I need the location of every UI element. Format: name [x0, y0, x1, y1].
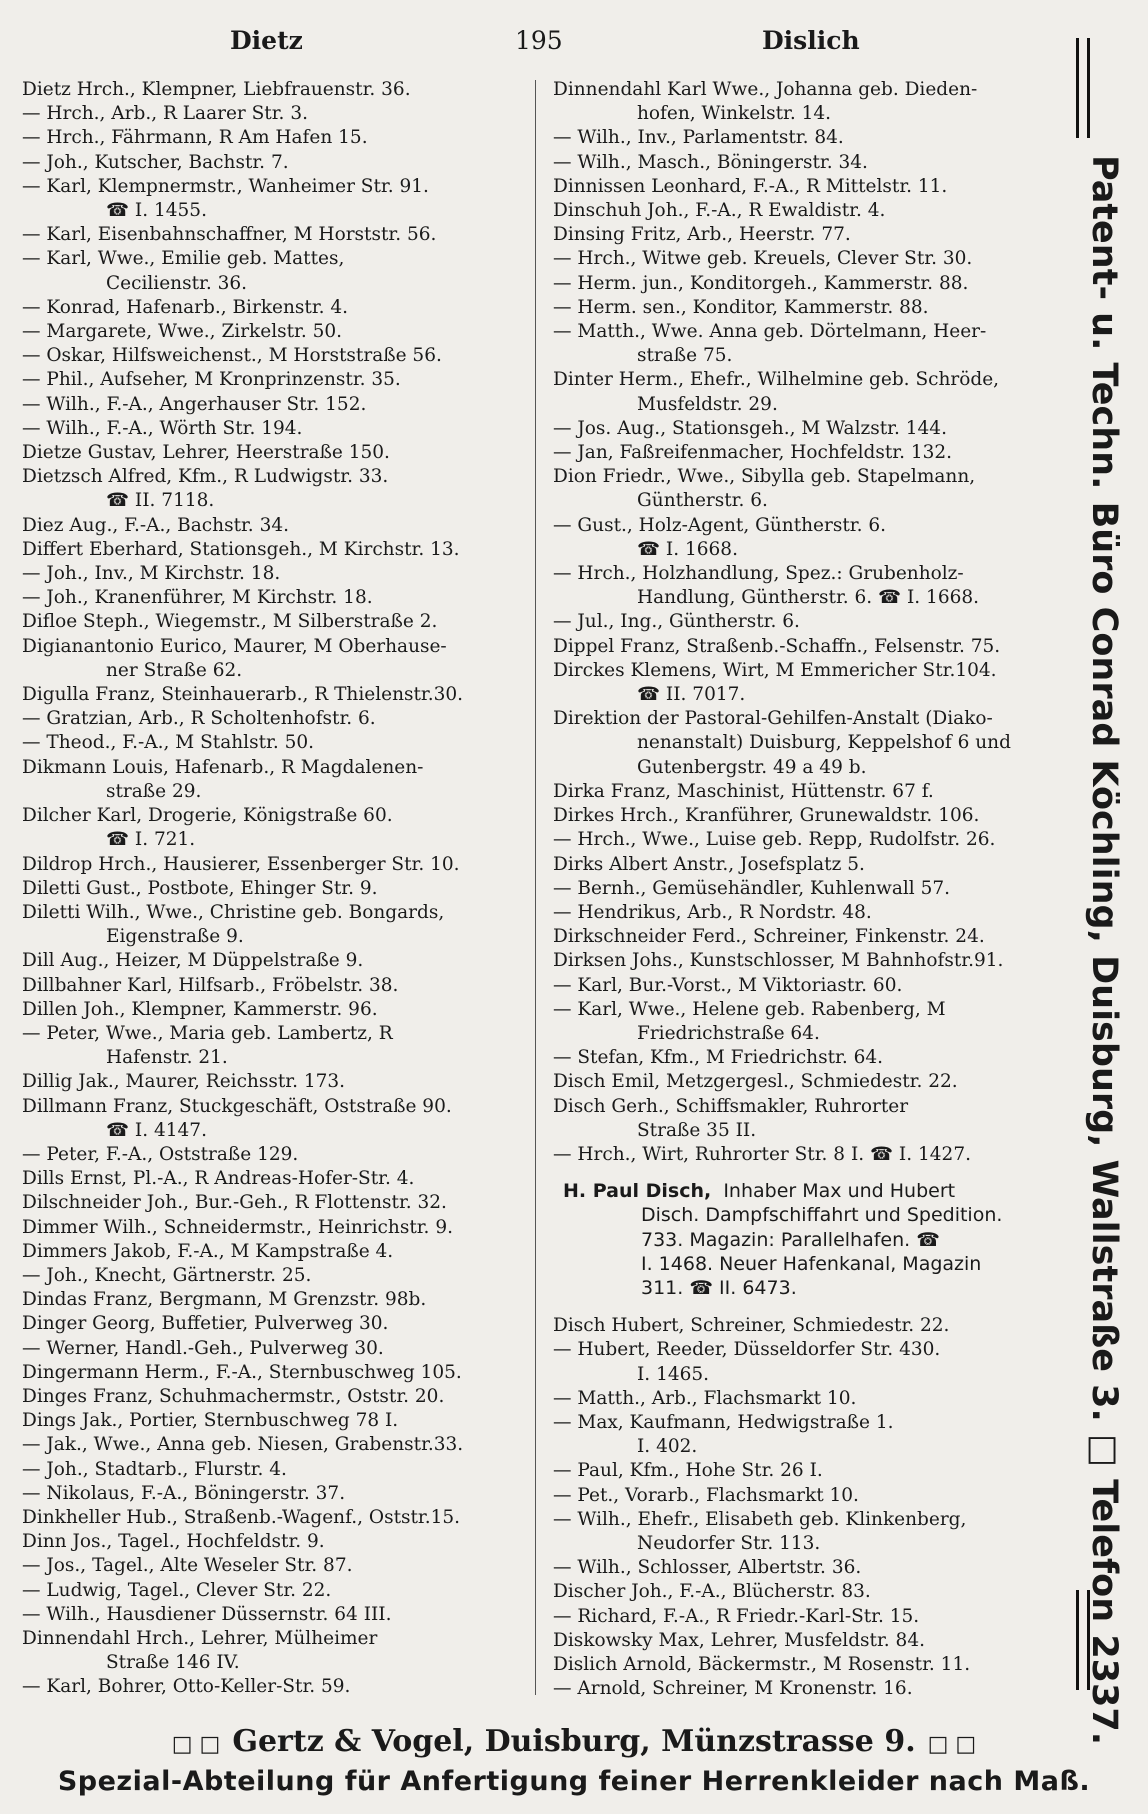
sidebar-rule-bottom: [1076, 1590, 1090, 1690]
directory-entry: Dietzsch Alfred, Kfm., R Ludwigstr. 33.: [22, 466, 389, 488]
directory-entry: Direktion der Pastoral-Gehilfen-Anstalt (Diako-: [553, 708, 993, 730]
header-right-keyword: Dislich: [762, 26, 860, 55]
directory-entry: Dinkheller Hub., Straßenb.-Wagenf., Oststr.15.: [22, 1506, 461, 1528]
directory-entry: — Richard, F.-A., R Friedr.-Karl-Str. 15.: [553, 1605, 920, 1627]
directory-entry: Dimmers Jakob, F.-A., M Kampstraße 4.: [22, 1240, 394, 1262]
directory-entry: Dirkes Hrch., Kranführer, Grunewaldstr. 106.: [553, 805, 980, 827]
directory-entry: — Karl, Bohrer, Otto-Keller-Str. 59.: [22, 1676, 351, 1698]
directory-entry: — Hrch., Fährmann, R Am Hafen 15.: [22, 127, 368, 149]
directory-entry: Dinges Franz, Schuhmachermstr., Oststr. 20.: [22, 1385, 445, 1407]
directory-entry: — Max, Kaufmann, Hedwigstraße 1.: [553, 1411, 894, 1433]
directory-entry: — Theod., F.-A., M Stahlstr. 50.: [22, 732, 315, 754]
directory-entry: Dirks Albert Anstr., Josefsplatz 5.: [553, 853, 865, 875]
directory-entry: — Wilh., Ehefr., Elisabeth geb. Klinkenberg,: [553, 1508, 967, 1530]
directory-entry: — Wilh., F.-A., Wörth Str. 194.: [22, 417, 303, 439]
ad-line: Disch. Dampfschiffahrt und Spedition.: [641, 1204, 1003, 1227]
footer-line-1: [0, 1722, 1148, 1762]
directory-entry: Dinsing Fritz, Arb., Heerstr. 77.: [553, 224, 851, 246]
directory-entry: Dinn Jos., Tagel., Hochfeldstr. 9.: [22, 1531, 325, 1553]
directory-entry: Dirkschneider Ferd., Schreiner, Finkenstr. 24.: [553, 926, 985, 948]
directory-entry: Dirka Franz, Maschinist, Hüttenstr. 67 f.: [553, 780, 934, 802]
directory-entry: — Hubert, Reeder, Düsseldorfer Str. 430.: [553, 1339, 941, 1361]
directory-entry: Dinnendahl Karl Wwe., Johanna geb. Dieden-: [553, 79, 978, 100]
directory-entry: — Stefan, Kfm., M Friedrichstr. 64.: [553, 1047, 884, 1069]
directory-entry: — Gust., Holz-Agent, Güntherstr. 6.: [553, 514, 886, 536]
footer-line-2: Spezial-Abteilung für Anfertigung feiner Herrenkleider nach Maß.: [57, 1766, 1091, 1797]
directory-entry: Diletti Gust., Postbote, Ehinger Str. 9.: [22, 877, 378, 899]
right-column-entries-top: [553, 78, 1058, 1167]
page-number: 195: [515, 26, 563, 55]
square-ornament: □ □: [171, 1732, 221, 1757]
directory-entry: Discher Joh., F.-A., Blücherstr. 83.: [553, 1581, 871, 1603]
square-ornament: □ □: [927, 1732, 977, 1757]
directory-entry: — Konrad, Hafenarb., Birkenstr. 4.: [22, 296, 349, 318]
directory-entry: Dingermann Herm., F.-A., Sternbuschweg 105.: [22, 1361, 462, 1383]
directory-entry: Dimmer Wilh., Schneidermstr., Heinrichstr. 9.: [22, 1216, 453, 1238]
directory-entry: ☎ II. 7017.: [637, 684, 746, 706]
directory-entry: nenanstalt) Duisburg, Keppelshof 6 und: [637, 732, 1011, 754]
directory-entry: Dion Friedr., Wwe., Sibylla geb. Stapelmann,: [553, 466, 976, 488]
directory-entry: Dinger Georg, Buffetier, Pulverweg 30.: [22, 1313, 389, 1335]
directory-entry: — Karl, Bur.-Vorst., M Viktoriastr. 60.: [553, 974, 903, 996]
directory-entry: — Arnold, Schreiner, M Kronenstr. 16.: [553, 1678, 913, 1700]
directory-entry: — Karl, Eisenbahnschaffner, M Horststr. 56.: [22, 224, 437, 246]
directory-entry: — Hrch., Holzhandlung, Spez.: Grubenholz-: [553, 563, 964, 585]
directory-entry: Disch Gerh., Schiffsmakler, Ruhrorter: [553, 1095, 909, 1117]
directory-entry: Difloe Steph., Wiegemstr., M Silberstraße 2.: [22, 611, 438, 633]
directory-entry: Dinnissen Leonhard, F.-A., R Mittelstr. 11.: [553, 175, 948, 197]
directory-entry: Digianantonio Eurico, Maurer, M Oberhause-: [22, 635, 447, 657]
column-divider: [535, 80, 536, 1695]
directory-entry: Dill Aug., Heizer, M Düppelstraße 9.: [22, 950, 364, 972]
ad-line: 311. ☎ II. 6473.: [641, 1276, 797, 1299]
directory-entry: — Hrch., Witwe geb. Kreuels, Clever Str. 30.: [553, 248, 973, 270]
directory-entry: Dirckes Klemens, Wirt, M Emmericher Str.104.: [553, 659, 997, 681]
directory-entry: Dings Jak., Portier, Sternbuschweg 78 I.: [22, 1410, 399, 1432]
directory-entry: — Hrch., Wwe., Luise geb. Repp, Rudolfstr. 26.: [553, 829, 996, 851]
directory-entry: — Matth., Arb., Flachsmarkt 10.: [553, 1387, 857, 1409]
directory-entry: — Jos. Aug., Stationsgeh., M Walzstr. 144.: [553, 417, 947, 439]
ad-company-name: H. Paul Disch,: [563, 1180, 712, 1203]
directory-entry: — Peter, Wwe., Maria geb. Lambertz, R: [22, 1022, 393, 1044]
directory-entry: Handlung, Güntherstr. 6. ☎ I. 1668.: [637, 587, 980, 609]
directory-entry: — Nikolaus, F.-A., Böningerstr. 37.: [22, 1482, 346, 1504]
directory-entry: Dillen Joh., Klempner, Kammerstr. 96.: [22, 998, 378, 1020]
directory-entry: I. 402.: [637, 1436, 698, 1458]
directory-entry: Dillmann Franz, Stuckgeschäft, Oststraße 90.: [22, 1095, 452, 1117]
directory-entry: Differt Eberhard, Stationsgeh., M Kirchstr. 13.: [22, 538, 460, 560]
directory-entry: Dirksen Johs., Kunstschlosser, M Bahnhofstr.91.: [553, 950, 1004, 972]
directory-entry: ☎ I. 721.: [106, 829, 196, 851]
directory-entry: Dietz Hrch., Klempner, Liebfrauenstr. 36.: [22, 79, 411, 100]
directory-entry: Dinter Herm., Ehefr., Wilhelmine geb. Schröde,: [553, 369, 1000, 391]
directory-entry: — Herm. jun., Konditorgeh., Kammerstr. 88.: [553, 272, 969, 294]
directory-entry: Güntherstr. 6.: [637, 490, 768, 512]
right-column-entries-bottom: [553, 1314, 1058, 1701]
directory-entry: — Paul, Kfm., Hohe Str. 26 I.: [553, 1460, 823, 1482]
directory-entry: — Hrch., Wirt, Ruhrorter Str. 8 I. ☎ I. 1427.: [553, 1143, 971, 1165]
sidebar-ad-text: Patent- u. Techn. Büro Conrad Köchling, Duisburg, Wallstraße 3. □ Telefon 2337.: [1084, 155, 1124, 1746]
directory-entry: — Wilh., F.-A., Angerhauser Str. 152.: [22, 393, 367, 415]
directory-entry: Dinnendahl Hrch., Lehrer, Mülheimer: [22, 1628, 378, 1649]
directory-entry: Dillig Jak., Maurer, Reichsstr. 173.: [22, 1071, 346, 1093]
directory-entry: — Joh., Kutscher, Bachstr. 7.: [22, 151, 289, 173]
header-left-keyword: Dietz: [230, 26, 303, 55]
directory-entry: — Karl, Wwe., Emilie geb. Mattes,: [22, 248, 345, 270]
directory-entry: Dillbahner Karl, Hilfsarb., Fröbelstr. 38.: [22, 974, 399, 996]
directory-entry: straße 29.: [106, 780, 202, 802]
directory-entry: Dilcher Karl, Drogerie, Königstraße 60.: [22, 805, 393, 827]
directory-entry: Dilschneider Joh., Bur.-Geh., R Flottenstr. 32.: [22, 1192, 447, 1214]
directory-entry: — Wilh., Inv., Parlamentstr. 84.: [553, 127, 844, 149]
directory-entry: — Jan, Faßreifenmacher, Hochfeldstr. 132.: [553, 442, 953, 464]
directory-entry: straße 75.: [637, 345, 733, 367]
directory-entry: — Jak., Wwe., Anna geb. Niesen, Grabenstr.33.: [22, 1434, 464, 1456]
directory-entry: Dildrop Hrch., Hausierer, Essenberger Str. 10.: [22, 853, 460, 875]
directory-entry: Dislich Arnold, Bäckermstr., M Rosenstr. 11.: [553, 1654, 971, 1675]
directory-entry: ☎ I. 1455.: [106, 200, 207, 222]
directory-entry: — Bernh., Gemüsehändler, Kuhlenwall 57.: [553, 877, 951, 899]
directory-entry: Friedrichstraße 64.: [637, 1022, 820, 1044]
directory-entry: — Karl, Klempnermstr., Wanheimer Str. 91.: [22, 175, 429, 197]
directory-entry: — Jul., Ing., Güntherstr. 6.: [553, 611, 800, 633]
directory-entry: — Joh., Kranenführer, M Kirchstr. 18.: [22, 587, 373, 609]
directory-entry: ☎ II. 7118.: [106, 490, 215, 512]
directory-entry: — Hendrikus, Arb., R Nordstr. 48.: [553, 901, 872, 923]
right-column: [553, 78, 1058, 1701]
directory-entry: — Phil., Aufseher, M Kronprinzenstr. 35.: [22, 369, 401, 391]
left-column: [22, 78, 527, 1700]
directory-entry: Digulla Franz, Steinhauerarb., R Thielenstr.30.: [22, 684, 464, 706]
directory-entry: — Werner, Handl.-Geh., Pulverweg 30.: [22, 1337, 384, 1359]
directory-entry: Gutenbergstr. 49 a 49 b.: [637, 756, 867, 778]
directory-entry: Dippel Franz, Straßenb.-Schaffn., Felsenstr. 75.: [553, 635, 1001, 657]
directory-entry: ☎ I. 1668.: [637, 538, 738, 560]
directory-entry: Neudorfer Str. 113.: [637, 1532, 821, 1554]
directory-entry: — Matth., Wwe. Anna geb. Dörtelmann, Heer-: [553, 321, 987, 343]
directory-entry: Hafenstr. 21.: [106, 1047, 228, 1069]
ad-line: Inhaber Max und Hubert: [723, 1180, 956, 1203]
directory-entry: Dills Ernst, Pl.-A., R Andreas-Hofer-Str. 4.: [22, 1168, 415, 1190]
directory-entry: — Herm. sen., Konditor, Kammerstr. 88.: [553, 296, 929, 318]
directory-entry: ☎ I. 4147.: [106, 1119, 207, 1141]
directory-entry: Diletti Wilh., Wwe., Christine geb. Bongards,: [22, 901, 445, 923]
directory-entry: ner Straße 62.: [106, 659, 243, 681]
directory-entry: Musfeldstr. 29.: [637, 393, 778, 415]
directory-entry: — Oskar, Hilfsweichenst., M Horststraße 56.: [22, 345, 442, 367]
sidebar-rule-top: [1076, 38, 1090, 138]
ad-first-line: [563, 1179, 1058, 1203]
directory-entry: — Margarete, Wwe., Zirkelstr. 50.: [22, 321, 343, 343]
directory-entry: Disch Emil, Metzgergesl., Schmiedestr. 22.: [553, 1071, 958, 1093]
directory-entry: Diez Aug., F.-A., Bachstr. 34.: [22, 514, 289, 536]
directory-entry: — Wilh., Masch., Böningerstr. 34.: [553, 151, 868, 173]
directory-entry: Eigenstraße 9.: [106, 926, 244, 948]
directory-entry: Straße 146 IV.: [106, 1652, 240, 1674]
directory-entry: — Joh., Stadtarb., Flurstr. 4.: [22, 1458, 287, 1480]
directory-entry: — Wilh., Hausdiener Düssernstr. 64 III.: [22, 1603, 392, 1625]
advertisement-paul-disch: [563, 1179, 1058, 1300]
directory-entry: hofen, Winkelstr. 14.: [637, 103, 832, 125]
directory-entry: Dietze Gustav, Lehrer, Heerstraße 150.: [22, 442, 390, 464]
ad-line: 733. Magazin: Parallelhafen. ☎: [641, 1228, 940, 1251]
directory-entry: Disch Hubert, Schreiner, Schmiedestr. 22.: [553, 1315, 950, 1337]
directory-entry: — Karl, Wwe., Helene geb. Rabenberg, M: [553, 998, 946, 1020]
directory-entry: — Joh., Knecht, Gärtnerstr. 25.: [22, 1264, 312, 1286]
directory-entry: Diskowsky Max, Lehrer, Musfeldstr. 84.: [553, 1629, 925, 1651]
directory-entry: — Hrch., Arb., R Laarer Str. 3.: [22, 103, 308, 125]
directory-entry: — Wilh., Schlosser, Albertstr. 36.: [553, 1557, 862, 1579]
directory-entry: Dikmann Louis, Hafenarb., R Magdalenen-: [22, 756, 424, 778]
directory-entry: Straße 35 II.: [637, 1119, 757, 1141]
directory-entry: I. 1465.: [637, 1363, 710, 1385]
directory-entry: Cecilienstr. 36.: [106, 272, 247, 294]
directory-entry: — Jos., Tagel., Alte Weseler Str. 87.: [22, 1555, 353, 1577]
footer-company: Gertz & Vogel, Duisburg, Münzstrasse 9.: [232, 1724, 916, 1759]
directory-entry: — Peter, F.-A., Oststraße 129.: [22, 1143, 299, 1165]
directory-entry: Dindas Franz, Bergmann, M Grenzstr. 98b.: [22, 1289, 427, 1311]
directory-entry: — Pet., Vorarb., Flachsmarkt 10.: [553, 1484, 859, 1506]
footer-advertisement: [0, 1722, 1148, 1802]
sidebar-advertisement: [1054, 30, 1134, 1746]
ad-line: I. 1468. Neuer Hafenkanal, Magazin: [641, 1252, 982, 1275]
directory-entry: — Gratzian, Arb., R Scholtenhofstr. 6.: [22, 708, 376, 730]
directory-entry: — Joh., Inv., M Kirchstr. 18.: [22, 563, 281, 585]
directory-entry: Dinschuh Joh., F.-A., R Ewaldistr. 4.: [553, 200, 886, 222]
directory-entry: — Ludwig, Tagel., Clever Str. 22.: [22, 1579, 332, 1601]
